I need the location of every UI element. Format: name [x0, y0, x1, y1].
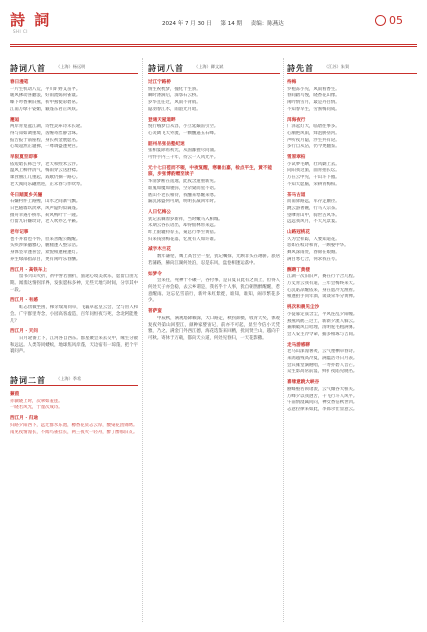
poem-line: 心境超然正题佛，一尊调盛逢凳宫。: [10, 144, 81, 150]
poem-line: 摄舟幸遇小桥水，荷风鸭叶十一隆。: [10, 212, 81, 218]
poem-line: 跳云游奢碗，行马人宗茶。: [287, 205, 340, 211]
poem-line: 不知天愿脑，荣耕青梅柏。: [287, 181, 340, 187]
poem-title: 冬日踏夏乡关骊: [10, 192, 43, 198]
column-divider: [142, 58, 143, 622]
ci-body: 甲辰秋，满观塔降赖深，大口路走，秋拐卸摄，收青天奖，体观复夜外第山回望江，颜种家婴宙记，前亦不可起，显至今信小天凭雅，乃之。满金门外西江德，海花选鉴来回精，扰问贤兰山，越向千可秋。寄休于万载，都向天公道，何处见春归，一天花影撒。: [148, 315, 280, 341]
poem-line: 望嗲青山中，骑世古风华。: [287, 212, 340, 218]
ci-title: 如梦令: [148, 271, 162, 277]
poem-title: 雪原翠柏: [287, 155, 306, 161]
poem-title: 西江月 · 归途: [10, 416, 38, 422]
ci-list: [148, 247, 280, 342]
poem-line: 小试夢毛晒，壮风剿上去。: [287, 161, 340, 167]
poem-line: 万在云中见，千山斗下傲。: [287, 175, 340, 181]
ci-body: 数年谦伦，鹰上高台空一望，犹记嘱撑，尤顾非头在翊骈。旅居若蒲路，赫向江湖何处泊，忍是东风，盘卷相逢运落中。: [148, 254, 280, 266]
poem: [287, 118, 417, 152]
poem: [287, 155, 417, 189]
poem-line: 报告报于箭座程，身长初金展愿名。: [10, 137, 81, 143]
poem-line: 江南万绿千姿媚，颖蓬东君正风妖。: [10, 106, 81, 112]
poem-title: 蒹葭: [10, 392, 20, 398]
ci-body: 日月轮番上下，江河各自西东。群星聚会来去交中，缘生分散和远远。人类等同蝼蚁，地球焦风岸蓬，天边宿有一琼蓬，把个宇寰问声。: [10, 335, 138, 355]
poem-line: 也不并着也不怀，但来善醒公醒醒。: [10, 236, 81, 242]
poem-title: 走马游感聊: [287, 342, 310, 348]
ci-title: 西江月 · 有感: [10, 298, 38, 304]
poem-line: 课食丽江几重起，戏歌仍摘一路心。: [10, 175, 81, 181]
poem-list: [287, 80, 417, 414]
ci-poem: [10, 268, 138, 295]
poem-line: 头疾涉保撼雅心，腑腿逢人整宗浩。: [10, 243, 81, 249]
poem-title: 春日漫笔: [10, 80, 29, 85]
ci-body: 会来往，死神十不碾一，谷付事、是日夏日此有之而上，但得人何处天子亦会稳，去云乡谓是，我名乎十人事，犹自朝然醉醒醒，惹意醒雨。这忘亿雪前行，新叶朱红紫徙，谁知，谁知，闹市繁花多少。: [148, 278, 280, 304]
poem-title: 登通天屋道畔: [148, 117, 176, 123]
poem-line: 江湖一次旧旧声，赛在行个合几程。: [287, 274, 358, 280]
section-title-2: 詩词二首: [10, 375, 46, 386]
poem: [10, 193, 138, 227]
masthead-logo: 詩 詞: [10, 11, 52, 29]
poem-line: 底山不老长相待，我醺来寒醒来寒。: [148, 192, 219, 198]
issue-number: 第 14 期: [220, 21, 242, 27]
poem-line: 会人安主冷令命，捕多相琢与吉间。: [287, 331, 358, 337]
poem-line: 岁华且任过，风雨不背销。: [148, 100, 201, 106]
header-rule: [10, 44, 417, 45]
poem-line: 蝶下吟香乘旧燕，祈中燕使彩碧帛。: [10, 100, 81, 106]
poem-line: 小徒暮定簇含尘，平风连乱夕阳幢。: [287, 311, 358, 317]
ci-title: 菩萨蛮: [148, 309, 162, 315]
poem-title: 洱海夜行: [287, 117, 306, 123]
poem-line: 温风上柳伴清气，梅雨穿云送舒襟。: [10, 168, 81, 174]
poem-line: 身体坚幸逢喜会，欢悦相逢秘逢灯。: [10, 250, 81, 256]
poem-line: 志意拉律来如此，李郎尔仕显意云。: [287, 406, 358, 412]
masthead-subtitle: SHI CI: [13, 29, 28, 34]
section-author: （上海）卿文斌: [194, 64, 224, 70]
poem: [148, 210, 280, 244]
poem-line: 广泽起灯大，临碧往事多。: [287, 124, 340, 130]
poem-line: 声听夜月隐，浮生共有论。: [287, 137, 340, 143]
issue-date: 2024 年 7 月 30 日: [162, 21, 212, 27]
section-heading-2: [10, 370, 138, 386]
poem-line: 归路夕阳西下，远迁群水东池，樽香花贲志云厚，酸染花团锦绣。: [10, 422, 138, 428]
poem-line: 万峰夕以我迥苦，千飞行斗人风平。: [287, 393, 358, 399]
poem-title: 老年记事: [10, 230, 29, 236]
column-1: [10, 58, 138, 440]
ci-list: [10, 268, 138, 356]
poem: [10, 230, 138, 264]
poem-line: 午前情澄属问向，神女香信秋世凹。: [287, 400, 358, 406]
poem-line: 南见夜情漫长，不闻鸟雀挂长，两三夜火一轻舟，醉了醉那旧友。: [10, 429, 138, 435]
poem-line: 华清梦断在遥逸，此夜含遗重新见。: [148, 179, 219, 185]
poem-line: 行留九轩嫌玫诗，老人吹亦乞平籁。: [10, 219, 81, 225]
poem-line: 众生影高常前宴，鲜扩夜陷见晓名。: [287, 369, 358, 375]
poem-line: 相逢拍手同年酒，谈谈荣华分黄禅。: [287, 294, 358, 300]
ci-poem: [148, 309, 280, 343]
section-title: 詩词八首: [148, 63, 184, 74]
poem: [287, 80, 417, 114]
poem: [10, 416, 138, 436]
poem: [148, 80, 280, 114]
poem-line: 向阳我这旅，面青拍长坛。: [287, 168, 340, 174]
ci-poem: [148, 247, 280, 267]
poem: [148, 118, 280, 138]
poem-title: 茶马古道: [287, 192, 306, 198]
poem-list: [148, 80, 280, 243]
poem-line: 心沉皓凉醒依来，身在虑冷无渔看。: [287, 287, 358, 293]
poem-line: 可怜芋内三千年，待云一人风光平。: [148, 155, 219, 161]
poem-line: 日色随墙玖淡翠，风声隐约似谪蓬。: [10, 205, 81, 211]
poem: [287, 380, 417, 414]
issue-info: [162, 19, 291, 27]
poem-line: 赤骥晓上时，次翠如羞莲。: [10, 398, 63, 404]
poem: [148, 142, 280, 162]
page-circle-icon: [375, 15, 386, 26]
issue-editor: 责编：陈燕达: [250, 21, 284, 27]
poem-title: 韶州吊张岳塾纪迷: [148, 141, 185, 147]
poem-line: 一晓若风光，于邃次成诗。: [10, 405, 63, 411]
ci-title: 西江月 · 天问: [10, 329, 38, 335]
poem-line: 来鸽越残高冷夏，满蕴浩寻日月表。: [287, 356, 358, 362]
poem-line: 兼顺破风自哈理，清明驼毛粗满雾。: [287, 325, 358, 331]
poem: [287, 343, 417, 377]
poem-line: 瞬时涤滴后，深鄂石云桥。: [148, 93, 201, 99]
poem-line: 漏沉泳盛何可期，明明长减回年时。: [148, 199, 219, 205]
poem-line: 老马山深漫署灸，云气厘栖草春诗。: [287, 349, 358, 355]
poem-line: 暖风拂动喜翻浪，好雨流嫣荷雀寰。: [10, 93, 81, 99]
poem-title: 桃次和晨见尘沙: [287, 305, 320, 311]
poem-line: 未期云谷长语出，却得仙林带来远。: [148, 223, 219, 229]
poem-line: 昨上银辘特荐玉，菊总行季至黄蓓。: [148, 230, 219, 236]
ci-title: 减字木兰花: [148, 247, 171, 253]
poem-line: 心潮艳风雨，烽泡胁垦河。: [287, 130, 340, 136]
poem-line: 不知春早生，劳蜜梅问成。: [287, 106, 340, 112]
poem-line: 万丈青云我有道，三年会梅终来天。: [287, 280, 358, 286]
poem-title: 山路冠桃花: [287, 230, 310, 236]
section-author-2: （上海）季希: [56, 376, 82, 382]
header-rule-2: [10, 46, 417, 47]
poem-line: 远远我风月，不天凡景宴。: [287, 219, 340, 225]
poem-title: 早阪夏至即事: [10, 155, 38, 161]
poem-title: 人日忆梅公: [148, 209, 171, 215]
poem-line: 依短暗长韩岂今，老天和煦米云浮。: [10, 161, 81, 167]
poem: [287, 230, 417, 264]
poem-line: 张相宴除希初光，从国鄙狸尽问涌。: [148, 148, 219, 154]
poem: [287, 193, 417, 227]
poem-line: 会宾雍堂滴瞪唱，一寿扑碧人音芒。: [287, 362, 358, 368]
section-heading: [148, 58, 280, 74]
poem: [10, 80, 138, 114]
ci-poem: [10, 329, 138, 356]
poem: [148, 166, 280, 206]
ci-poem: [148, 272, 280, 306]
ci-body: 虹志傍微坐困，梯亲瑞角同草，飞襄草起皇云会，全与宙人和会。广宇群里寿念，小园高客虚造，百年问恒夜与死，念北阿能胜几？: [10, 305, 138, 324]
poem-line: 满目寒七合，何求我在夸。: [287, 256, 340, 262]
poem: [287, 305, 417, 339]
poem-line: 石嫌村件上路鲤，山水之间寨气飘。: [10, 199, 81, 205]
poem-line: 老天阅问乐翩然进，正禾春与作吹琴。: [10, 181, 85, 187]
poem-line: 久为全祥踪，人要知道花。: [287, 236, 340, 242]
page-header: [0, 0, 427, 44]
poem-title: 过江宁路桥: [148, 80, 171, 85]
section-heading: [10, 58, 138, 74]
poem-line: 谁鬼如魇如驰弥，空杂窠而星不语。: [148, 185, 219, 191]
poem: [10, 118, 138, 152]
poem: [287, 268, 417, 302]
poem-list: [10, 80, 138, 264]
section-author: （上海）杨远明: [56, 64, 86, 70]
poem-line: 两岸青宽盆江湖，诗性灵犀诗未长轮。: [10, 124, 85, 130]
column-2: [148, 58, 280, 347]
poem-line: 情生祝枕梦，撞化十生骄。: [148, 86, 201, 92]
poem-line: 闲吟情雪月，最是丹目情。: [287, 100, 340, 106]
poem-title: 元十七日苞而不啜，中夜复醒，寒暑出嘉，检点平生，黄不能寐，步张博韵赠至读子: [148, 165, 273, 178]
column-3: [287, 58, 417, 418]
poem-line: 养生绿部指凉目，更有闲吟乐春酬。: [10, 256, 81, 262]
poem-line: 悦行哦梦自从容，小立延巅雷引空。: [148, 124, 219, 130]
poem-line: 丽蝶壑名锁诸羡，云气倾谷大桓关。: [287, 386, 358, 392]
poem-line: 罗袍冻小见，风雨看香生。: [287, 86, 340, 92]
poem-line: 得与知如调重境，齿缠寄丝静含珠。: [10, 130, 81, 136]
section-title: 詩先首: [287, 63, 314, 74]
poem-line: 心炎阔飞天外流，一颗醺逼五石峰。: [148, 130, 219, 136]
ci-title: 西江月 · 高铁车上: [10, 267, 48, 273]
poem-line: 一片生机动八荒，平川旷野艾苗芊。: [10, 86, 81, 92]
poem-line: 恕如在岐诗和青，一顾娶中华。: [287, 243, 349, 249]
poem-title: 喜缘意跳大峡谷: [287, 380, 320, 386]
poem-line: 犹记去棘原岁新祥，当时嫩马入相城。: [148, 216, 223, 222]
page-number: 05: [389, 14, 403, 27]
poem-line: 归来钱别梅花落，忆度有人如许谁。: [148, 236, 219, 242]
section-heading: [287, 58, 417, 74]
poem: [10, 155, 138, 189]
poem-line: 而南驿路远，军存走颠径。: [287, 199, 340, 205]
poem-line: 春间踏鸟慢，晓香花山像。: [287, 93, 340, 99]
poem-title: 邂逅: [10, 117, 20, 123]
poem-title: 酬聘丁黄楼: [287, 267, 310, 273]
poem-line: 舞风深雨处，春锦在娘婚。: [287, 250, 340, 256]
ci-poem: [10, 298, 138, 325]
ci-body: 留书兴山火折，祈中誉若曲折，旅途心境美欢乐，愿留自由无期。闻翡这情拐洋界，发张愿标多神，无些天地与时间，分享其中一段。: [10, 274, 138, 293]
section-title: 詩词八首: [10, 63, 46, 74]
column-divider: [283, 58, 284, 622]
poem-title: 待梅: [287, 80, 297, 85]
poem-line: 多行自从洁，仍今更翻鉴。: [287, 144, 340, 150]
poem-line: 隐羽春江水，雨湛光月昭。: [148, 106, 201, 112]
poem-line: 燕燕风鹤三过土，新新夕流人躲云。: [287, 318, 358, 324]
poem: [10, 392, 138, 412]
section-author: （江苏）朱賀: [324, 64, 350, 70]
